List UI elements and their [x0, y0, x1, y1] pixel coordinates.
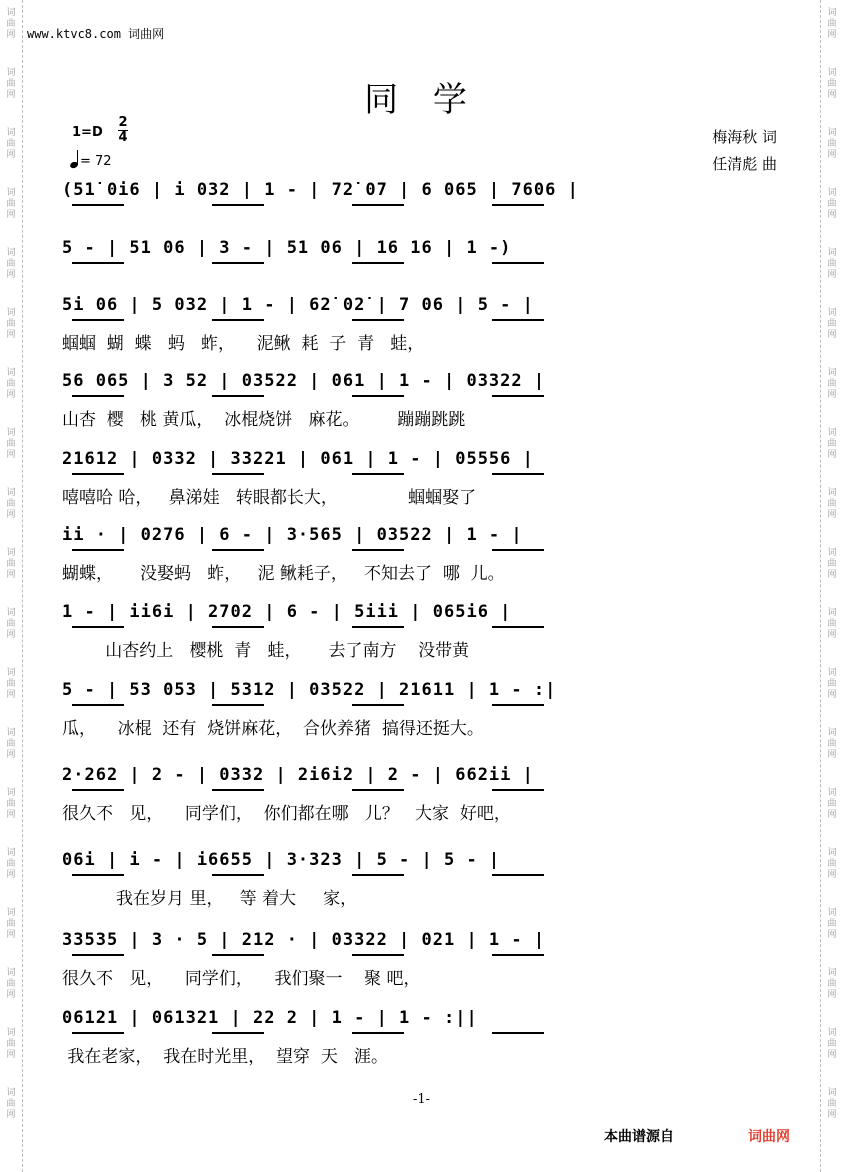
beam-line	[352, 395, 404, 397]
watermark-mark: 词 曲 网	[6, 848, 16, 880]
lyric-line: 瓜， 冰棍 还有 烧饼麻花， 合伙养猪 搞得还挺大。	[62, 719, 484, 739]
jianpu-notes: ii · | 0276 | 6 - | 3·565 | 03522 | 1 - |	[62, 525, 523, 545]
beam-line	[352, 874, 404, 876]
beam-line	[212, 473, 264, 475]
lyric-line: 我在岁月 里， 等 着大 家，	[62, 889, 358, 909]
beam-line	[492, 704, 544, 706]
beam-line	[212, 549, 264, 551]
beam-line	[72, 262, 124, 264]
quarter-note-icon	[70, 150, 80, 168]
footer-brand-link[interactable]: 词曲网	[748, 1129, 790, 1145]
watermark-mark: 词 曲 网	[6, 8, 16, 40]
note-line	[62, 680, 774, 704]
jianpu-notes: 06121 | 061321 | 22 2 | 1 - | 1 - :||	[62, 1008, 478, 1028]
watermark-mark: 词 曲 网	[827, 1088, 837, 1120]
beam-line	[72, 874, 124, 876]
lyric-line: 很久不 见， 同学们， 我们聚一 聚 吧，	[62, 969, 421, 989]
watermark-mark: 词 曲 网	[827, 788, 837, 820]
watermark-mark: 词 曲 网	[6, 368, 16, 400]
jianpu-notes: 21612 | 0332 | 33221 | 061 | 1 - | 05556 |	[62, 449, 534, 469]
jianpu-notes: (51̇ 0i6 | i 032 | 1 - | 72̇ 07 | 6 065 | 7606 |	[62, 180, 579, 200]
beam-line	[72, 626, 124, 628]
beam-line	[212, 204, 264, 206]
beam-line	[492, 319, 544, 321]
watermark-mark: 词 曲 网	[827, 728, 837, 760]
beam-line	[352, 262, 404, 264]
beam-line	[72, 319, 124, 321]
site-header[interactable]: www.ktvc8.com 词曲网	[27, 27, 165, 41]
watermark-mark: 词 曲 网	[6, 128, 16, 160]
beam-line	[492, 204, 544, 206]
beam-line	[212, 704, 264, 706]
beam-line	[212, 954, 264, 956]
lyric-line: 我在老家， 我在时光里， 望穿 天 涯。	[62, 1047, 389, 1067]
watermark-mark: 词 曲 网	[827, 968, 837, 1000]
beam-line	[72, 204, 124, 206]
time-denominator: 4	[118, 130, 128, 145]
watermark-mark: 词 曲 网	[6, 548, 16, 580]
jianpu-notes: 5 - | 53 053 | 5312 | 03522 | 21611 | 1 - :|	[62, 680, 557, 700]
beam-line	[352, 704, 404, 706]
tempo-value: = 72	[80, 154, 112, 169]
beam-line	[492, 1032, 544, 1034]
lyric-line: 很久不 见， 同学们， 你们都在哪 儿？ 大家 好吧，	[62, 804, 511, 824]
watermark-mark: 词 曲 网	[827, 8, 837, 40]
beam-line	[72, 473, 124, 475]
note-line	[62, 765, 774, 789]
watermark-mark: 词 曲 网	[827, 668, 837, 700]
page-number: -1-	[412, 1092, 431, 1107]
watermark-mark: 词 曲 网	[827, 188, 837, 220]
beam-line	[492, 874, 544, 876]
beam-line	[212, 874, 264, 876]
watermark-mark: 词 曲 网	[827, 1028, 837, 1060]
beam-line	[352, 549, 404, 551]
beam-line	[212, 1032, 264, 1034]
note-line	[62, 525, 774, 549]
beam-line	[72, 549, 124, 551]
note-line	[62, 449, 774, 473]
beam-line	[352, 1032, 404, 1034]
watermark-mark: 词 曲 网	[6, 308, 16, 340]
beam-line	[492, 626, 544, 628]
jianpu-notes: 5i 06 | 5 032 | 1 - | 62̇ 02̇ | 7 06 | 5 - |	[62, 295, 534, 315]
watermark-mark: 词 曲 网	[827, 128, 837, 160]
jianpu-notes: 2·262 | 2 - | 0332 | 2i6i2 | 2 - | 662ii |	[62, 765, 534, 785]
watermark-mark: 词 曲 网	[827, 368, 837, 400]
note-line	[62, 602, 774, 626]
beam-line	[352, 319, 404, 321]
watermark-mark: 词 曲 网	[6, 188, 16, 220]
lyricist-credit: 梅海秋 词	[712, 128, 777, 146]
beam-line	[492, 395, 544, 397]
beam-line	[352, 204, 404, 206]
beam-line	[72, 954, 124, 956]
watermark-mark: 词 曲 网	[6, 248, 16, 280]
watermark-mark: 词 曲 网	[6, 908, 16, 940]
watermark-mark: 词 曲 网	[6, 608, 16, 640]
beam-line	[352, 954, 404, 956]
lyric-line: 山杏约上 樱桃 青 蛙， 去了南方 没带黄	[62, 641, 470, 661]
note-line	[62, 238, 774, 262]
watermark-mark: 词 曲 网	[6, 1028, 16, 1060]
watermark-mark: 词 曲 网	[6, 728, 16, 760]
note-line	[62, 1008, 774, 1032]
lyric-line: 山杏 樱 桃 黄瓜， 冰棍烧饼 麻花。 蹦蹦跳跳	[62, 410, 466, 430]
note-line	[62, 371, 774, 395]
beam-line	[212, 319, 264, 321]
beam-line	[212, 395, 264, 397]
time-signature	[118, 116, 128, 145]
beam-line	[212, 626, 264, 628]
beam-line	[492, 473, 544, 475]
watermark-mark: 词 曲 网	[827, 608, 837, 640]
note-line	[62, 930, 774, 954]
jianpu-notes: 06i | i - | i6655 | 3·323 | 5 - | 5 - |	[62, 850, 501, 870]
watermark-mark: 词 曲 网	[827, 488, 837, 520]
beam-line	[212, 262, 264, 264]
watermark-mark: 词 曲 网	[6, 1088, 16, 1120]
watermark-mark: 词 曲 网	[6, 428, 16, 460]
watermark-mark: 词 曲 网	[827, 548, 837, 580]
jianpu-notes: 33535 | 3 · 5 | 212 · | 03322 | 021 | 1 - |	[62, 930, 546, 950]
lyric-line: 蝈蝈 蝴 蝶 蚂 蚱， 泥鳅 耗 子 青 蛙，	[62, 334, 425, 354]
beam-line	[212, 789, 264, 791]
footer-source-label: 本曲谱源自	[604, 1129, 674, 1145]
watermark-mark: 词 曲 网	[6, 68, 16, 100]
lyric-line: 嘻嘻哈 哈， 鼻涕娃 转眼都长大， 蝈蝈娶了	[62, 488, 477, 508]
jianpu-notes: 5 - | 51 06 | 3 - | 51 06 | 16 16 | 1 -)	[62, 238, 512, 258]
watermark-mark: 词 曲 网	[6, 968, 16, 1000]
watermark-mark: 词 曲 网	[827, 68, 837, 100]
watermark-mark: 词 曲 网	[827, 848, 837, 880]
beam-line	[72, 1032, 124, 1034]
beam-line	[72, 789, 124, 791]
jianpu-notes: 56 065 | 3 52 | 03522 | 061 | 1 - | 03322 |	[62, 371, 546, 391]
beam-line	[492, 549, 544, 551]
tempo-marking	[70, 150, 112, 169]
composer-credit: 任清彪 曲	[712, 155, 777, 173]
beam-line	[352, 789, 404, 791]
watermark-mark: 词 曲 网	[827, 308, 837, 340]
watermark-mark: 词 曲 网	[827, 248, 837, 280]
beam-line	[492, 954, 544, 956]
watermark-mark: 词 曲 网	[6, 788, 16, 820]
beam-line	[72, 704, 124, 706]
note-line	[62, 295, 774, 319]
key-signature: 1=D	[72, 125, 103, 140]
lyric-line: 蝴蝶， 没娶蚂 蚱， 泥 鳅耗子， 不知去了 哪 儿。	[62, 564, 505, 584]
beam-line	[352, 473, 404, 475]
jianpu-notes: 1 - | ii6i | 2702 | 6 - | 5iii | 065i6 |	[62, 602, 512, 622]
watermark-mark: 词 曲 网	[6, 668, 16, 700]
song-title: 同 学	[364, 80, 479, 120]
beam-line	[492, 262, 544, 264]
note-line	[62, 850, 774, 874]
beam-line	[492, 789, 544, 791]
note-line	[62, 180, 774, 204]
beam-line	[352, 626, 404, 628]
watermark-mark: 词 曲 网	[6, 488, 16, 520]
time-numerator: 2	[118, 115, 128, 130]
watermark-mark: 词 曲 网	[827, 428, 837, 460]
watermark-mark: 词 曲 网	[827, 908, 837, 940]
beam-line	[72, 395, 124, 397]
